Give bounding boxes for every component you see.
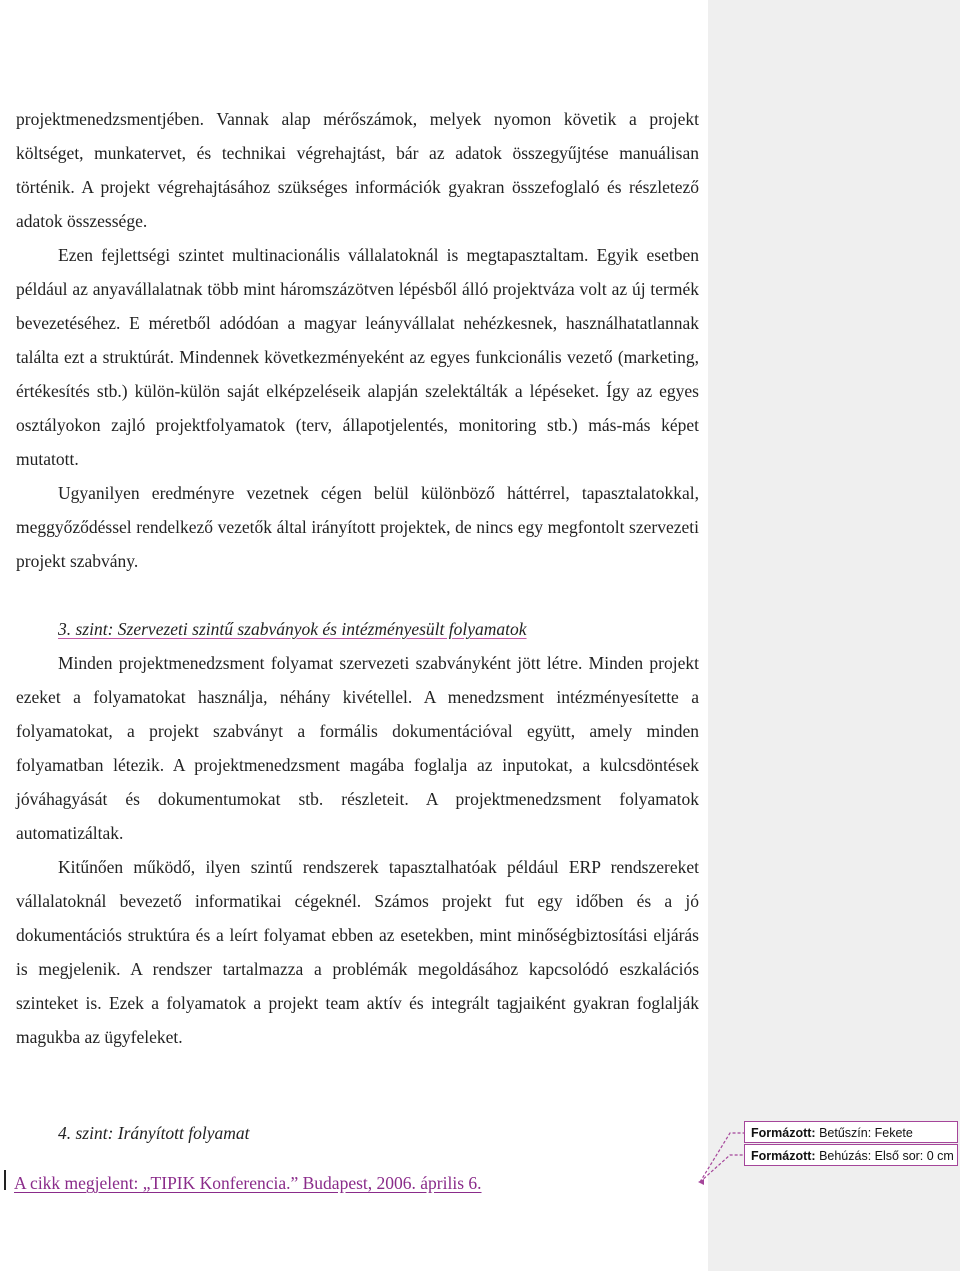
paragraph: Minden projektmenedzsment folyamat szervezeti szabványként jött létre. Minden projekt ezeket a folyamatokat használja, néhány kivétellel. A menedzsment intézményesítette a folyamatokat, a projekt szabványt a formális dokumentációval együtt, amely minden folyamatban létezik. A projektmenedzsment magába foglalja az inputokat, a kulcsdöntések jóváhagyását és dokumentumokat stb. részleteit. A projektmenedzsment folyamatok automatizáltak. [16,653,699,843]
paragraph: Kitűnően működő, ilyen szintű rendszerek tapasztalhatóak például ERP rendszereket vállalatoknál bevezető informatikai cégeknél. Számos projekt fut egy időben és a jó dokumentációs struktúra és a leírt folyamat ebben az esetekben, mint minőségbiztosítási eljárás is megjelenik. A rendszer tartalmazza a problémák megoldásához kapcsolódó eszkalációs szinteket is. Ezek a folyamatok a projekt team aktív és integrált tagjaiként gyakran foglalják magukba az ügyfeleket. [16,857,699,1047]
paragraph: Ugyanilyen eredményre vezetnek cégen belül különböző háttérrel, tapasztalatokkal, meggyőződéssel rendelkező vezetők által irányított projektek, de nincs egy megfontolt szervezeti projekt szabvány. [16,483,699,571]
paragraph: Ezen fejlettségi szintet multinacionális vállalatoknál is megtapasztaltam. Egyik esetben például az anyavállalatnak több mint háromszázötven lépésből álló projektváza volt az új termék bevezetéséhez. E méretből adódóan a magyar leányvállalat nehézkesnek, használhatatlannak találta ezt a struktúrát. Mindennek következményeként az egyes funkcionális vezető (marketing, értékesítés stb.) külön-külön saját elképzeléseik alapján szelektálták a lépéseket. Így az egyes osztályokon zajló projektfolyamatok (terv, állapotjelentés, monitoring stb.) más-más képet mutatott. [16,245,699,469]
section-heading-level4: 4. szint: Irányított folyamat [58,1123,250,1143]
footer-citation: A cikk megjelent: „TIPIK Konferencia.” Budapest, 2006. április 6. [14,1173,482,1193]
section-heading-level3: 3. szint: Szervezeti szintű szabványok és intézményesült folyamatok [58,619,527,639]
format-comment-balloon[interactable]: Formázott: Betűszín: Fekete [744,1121,958,1143]
paragraph: projektmenedzsmentjében. Vannak alap mérőszámok, melyek nyomon követik a projekt költséget, munkatervet, és technikai végrehajtást, bár az adatok összegyűjtése manuálisan történik. A projekt végrehajtásához szükséges információk gyakran összefoglaló és részletező adatok összessége. [16,109,699,231]
format-comment-balloon[interactable]: Formázott: Behúzás: Első sor: 0 cm [744,1144,958,1166]
